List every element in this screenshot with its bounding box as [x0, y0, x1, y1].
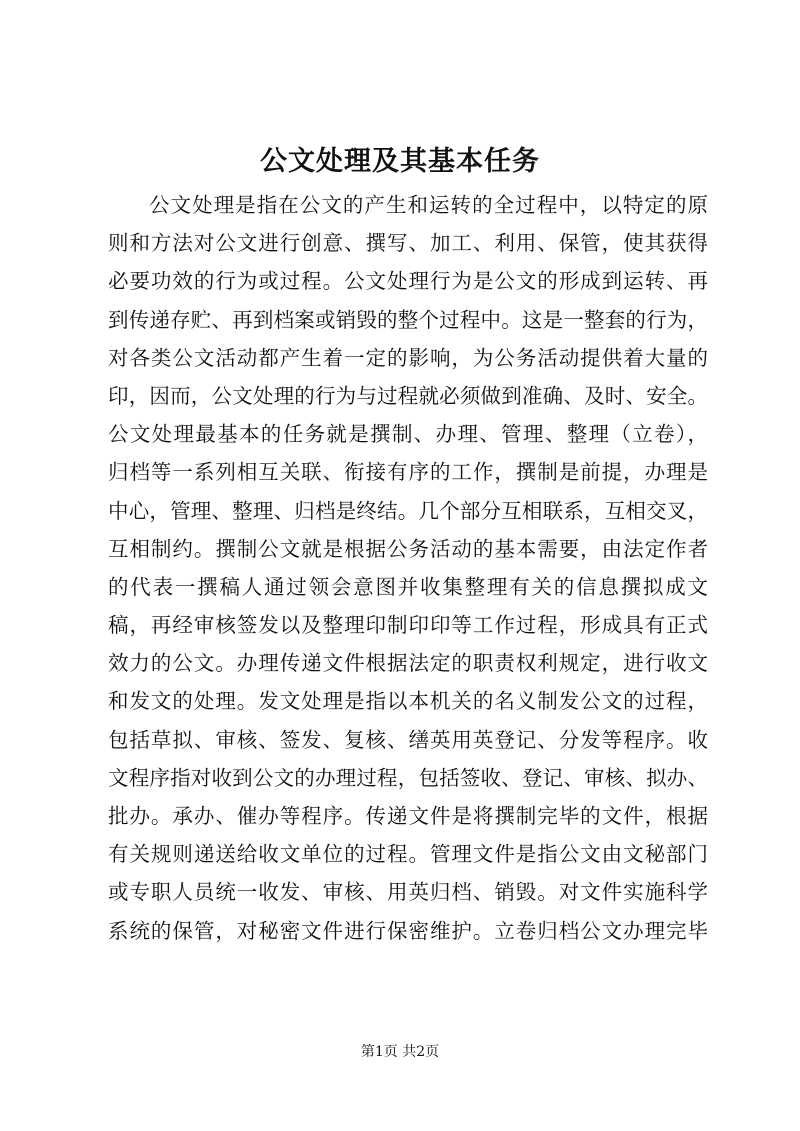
body-line: 包括草拟、审核、签发、复核、缮英用英登记、分发等程序。收 [108, 727, 708, 752]
body-line: 中心，管理、整理、归档是终结。几个部分互相联系，互相交叉， [108, 498, 708, 523]
body-line: 到传递存贮、再到档案或销毁的整个过程中。这是一整套的行为， [108, 307, 708, 332]
body-line: 稿，再经审核签发以及整理印制印印等工作过程，形成具有正式 [108, 613, 708, 638]
body-line: 有关规则递送给收文单位的过程。管理文件是指公文由文秘部门 [108, 842, 708, 867]
body-line: 必要功效的行为或过程。公文处理行为是公文的形成到运转、再 [108, 269, 708, 294]
body-line: 效力的公文。办理传递文件根据法定的职责权利规定，进行收文 [108, 651, 708, 676]
page-number: 第1页 共2页 [360, 1044, 440, 1060]
body-line: 则和方法对公文进行创意、撰写、加工、利用、保管，使其获得 [108, 231, 708, 256]
document-title: 公文处理及其基本任务 [260, 146, 540, 177]
body-line: 对各类公文活动都产生着一定的影响，为公务活动提供着大量的 [108, 345, 708, 370]
body-line: 和发文的处理。发文处理是指以本机关的名义制发公文的过程， [108, 689, 708, 714]
body-line: 印，因而，公文处理的行为与过程就必须做到准确、及时、安全。 [108, 383, 708, 408]
body-line: 公文处理最基本的任务就是撰制、办理、管理、整理（立卷）， [108, 422, 708, 447]
body-line: 批办。承办、催办等程序。传递文件是将撰制完毕的文件，根据 [108, 804, 708, 828]
body-line: 归档等一系列相互关联、衔接有序的工作，撰制是前提，办理是 [108, 460, 708, 485]
body-line: 文程序指对收到公文的办理过程，包括签收、登记、审核、拟办、 [108, 765, 708, 790]
body-line: 公文处理是指在公文的产生和运转的全过程中，以特定的原 [149, 193, 708, 217]
body-line: 或专职人员统一收发、审核、用英归档、销毁。对文件实施科学 [108, 880, 708, 905]
body-line: 的代表一撰稿人通过领会意图并收集整理有关的信息撰拟成文 [108, 574, 708, 599]
body-line: 互相制约。撰制公文就是根据公务活动的基本需要，由法定作者 [108, 536, 708, 561]
body-line: 系统的保管，对秘密文件进行保密维护。立卷归档公文办理完毕 [108, 918, 708, 943]
document-body [108, 186, 708, 950]
